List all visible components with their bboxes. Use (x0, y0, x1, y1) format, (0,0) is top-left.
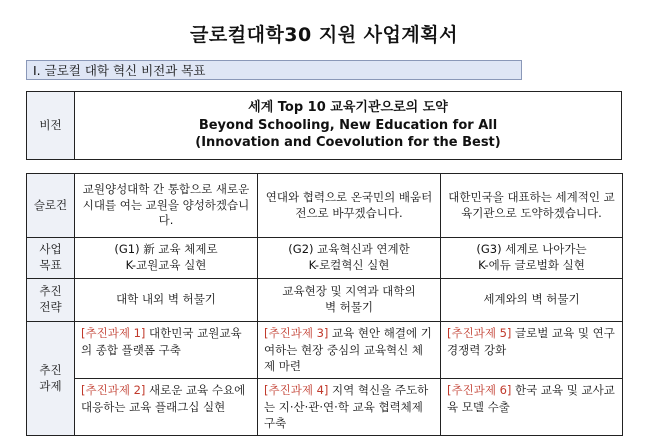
strategy-label (27, 279, 75, 322)
task-3 (258, 322, 441, 379)
slogan-cell-2: 연대와 협력으로 온국민의 배움터전으로 바꾸겠습니다. (258, 174, 441, 238)
task-6-text: 한국 교육 및 교사교육 모델 수출 (447, 383, 615, 414)
slogan-row (27, 174, 623, 238)
goal-label-line-1: 사업 (39, 242, 62, 257)
task-4 (258, 379, 441, 436)
goal-cell-1-line-2: K-교원교육 실현 (125, 258, 207, 272)
vision-line-3: (Innovation and Coevolution for the Best) (195, 135, 501, 151)
strategy-cell-2-line-1: 교육현장 및 지역과 대학의 (282, 284, 416, 299)
vision-table (26, 91, 622, 160)
vision-statement (75, 92, 622, 160)
goal-cell-2-line-2: K-로컬혁신 실현 (308, 258, 390, 272)
strategy-cell-3-line-1: 세계와의 벽 허물기 (483, 292, 580, 307)
goal-cell-1 (75, 238, 258, 279)
strategy-row (27, 279, 623, 322)
task-2 (75, 379, 258, 436)
task-3-tag: [추진과제 3] (264, 326, 329, 340)
strategy-cell-2-line-2: 벽 허물기 (324, 300, 374, 314)
goal-cell-3-line-1: (G3) 세계로 나아가는 (476, 242, 587, 257)
goal-cell-1-line-1: (G1) 新 교육 체제로 (114, 242, 218, 257)
document-title: 글로컬대학30 지원 사업계획서 (190, 24, 458, 46)
goal-cell-3-line-2: K-에듀 글로벌화 실현 (478, 258, 585, 272)
task-3-text: 교육 현안 해결에 기여하는 현장 중심의 교육혁신 체제 마련 (264, 326, 432, 374)
task-5 (441, 322, 623, 379)
tasks-label-line-2: 과제 (39, 378, 62, 393)
task-4-text: 지역 혁신을 주도하는 지·산·관·연·학 교육 협력체제 구축 (264, 383, 429, 431)
task-6-tag: [추진과제 6] (447, 383, 512, 398)
vision-line-2: Beyond Schooling, New Education for All (198, 117, 498, 133)
goal-label (27, 238, 75, 279)
strategy-cell-1-line-1: 대학 내외 벽 허물기 (116, 292, 216, 307)
task-2-tag: [추진과제 2] (81, 383, 146, 398)
strategy-cell-3 (441, 279, 623, 322)
tasks-label-line-1: 추진 (39, 362, 62, 377)
goal-cell-2 (258, 238, 441, 279)
goal-row (27, 238, 623, 279)
task-2-text: 새로운 교육 수요에 대응하는 교육 플래그십 실현 (81, 383, 246, 414)
task-6 (441, 379, 623, 436)
strategy-label-line-1: 추진 (39, 284, 62, 299)
strategy-label-line-2: 전략 (39, 300, 62, 314)
tasks-label (27, 322, 75, 436)
goal-cell-3 (441, 238, 623, 279)
task-4-tag: [추진과제 4] (264, 383, 329, 398)
vision-line-1: 세계 Top 10 교육기관으로의 도약 (248, 100, 448, 116)
task-1 (75, 322, 258, 379)
task-row-1 (27, 322, 623, 379)
strategy-cell-1 (75, 279, 258, 322)
task-1-tag: [추진과제 1] (81, 326, 146, 340)
slogan-label: 슬로건 (27, 174, 75, 238)
slogan-cell-1: 교원양성대학 간 통합으로 새로운 시대를 여는 교원을 양성하겠습니다. (75, 174, 258, 238)
vision-label: 비전 (27, 92, 75, 160)
goal-cell-2-line-1: (G2) 교육혁신과 연계한 (288, 242, 410, 257)
slogan-cell-3: 대한민국을 대표하는 세계적인 교육기관으로 도약하겠습니다. (441, 174, 623, 238)
plan-table (26, 173, 623, 436)
strategy-cell-2 (258, 279, 441, 322)
goal-label-line-2: 목표 (39, 258, 62, 272)
section-heading: Ⅰ. 글로컬 대학 혁신 비전과 목표 (26, 60, 522, 80)
task-5-tag: [추진과제 5] (447, 326, 512, 340)
task-1-text: 대한민국 교원교육의 종합 플랫폼 구축 (81, 326, 242, 357)
task-5-text: 글로벌 교육 및 연구 경쟁력 강화 (447, 326, 615, 357)
task-row-2 (27, 379, 623, 436)
